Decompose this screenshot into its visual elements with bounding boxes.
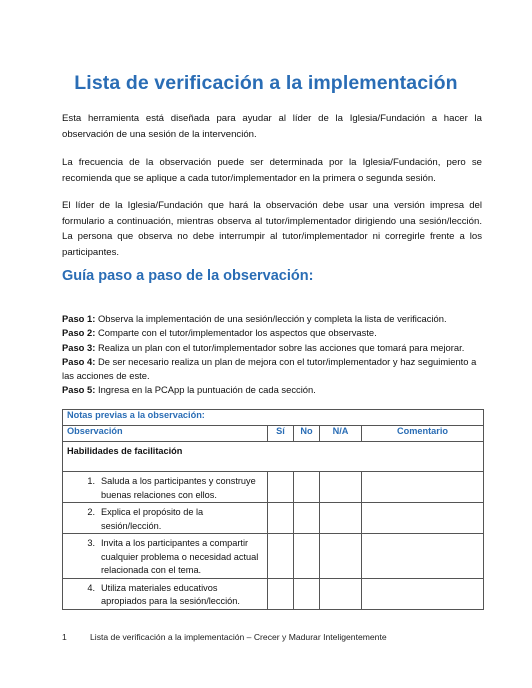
comment-cell[interactable]	[362, 578, 484, 609]
group-label: Habilidades de facilitación	[63, 442, 484, 472]
no-checkbox-cell[interactable]	[294, 534, 320, 579]
step-label: Paso 5:	[62, 384, 96, 396]
table-row	[63, 472, 484, 503]
step-text: De ser necesario realiza un plan de mejora con el tutor/implementador y haz seguimiento a las acciones de este.	[62, 355, 477, 382]
column-header-na: N/A	[320, 426, 362, 442]
step-item	[62, 326, 486, 340]
comment-cell[interactable]	[362, 472, 484, 503]
item-number: 2.	[87, 507, 95, 517]
document-title: Lista de verificación a la implementación	[74, 72, 458, 94]
intro-paragraph-1: Esta herramienta está diseñada para ayudar al líder de la Iglesia/Fundación a hacer la observación de una sesión de la intervención.	[62, 113, 482, 140]
notes-label: Notas previas a la observación:	[63, 410, 484, 426]
na-checkbox-cell[interactable]	[320, 578, 362, 609]
step-item	[62, 355, 486, 384]
item-text: Invita a los participantes a compartir cualquier problema o necesidad actual relacionada con el tema.	[101, 538, 259, 575]
item-text: Utiliza materiales educativos apropiados para la sesión/lección.	[101, 582, 240, 606]
si-checkbox-cell[interactable]	[268, 472, 294, 503]
step-label: Paso 3:	[62, 341, 96, 353]
item-number: 4.	[87, 582, 95, 593]
page-footer	[62, 632, 387, 642]
notes-row	[63, 410, 484, 426]
step-text: Ingresa en la PCApp la puntuación de cada sección.	[95, 384, 316, 396]
column-header-comentario: Comentario	[362, 426, 484, 442]
comment-cell[interactable]	[362, 534, 484, 579]
no-checkbox-cell[interactable]	[294, 578, 320, 609]
column-header-si: Sí	[268, 426, 294, 442]
column-header-no: No	[294, 426, 320, 442]
step-label: Paso 2:	[62, 327, 96, 339]
step-text: Observa la implementación de una sesión/lección y completa la lista de verificación.	[95, 313, 447, 324]
step-text: Comparte con el tutor/implementador los aspectos que observaste.	[95, 327, 377, 339]
column-header-observacion: Observación	[63, 426, 268, 442]
step-label: Paso 4:	[62, 355, 96, 367]
page-number: 1	[62, 632, 67, 642]
item-number: 1.	[87, 476, 95, 486]
observation-table	[62, 409, 484, 610]
table-row	[63, 534, 484, 579]
group-row	[63, 442, 484, 472]
no-checkbox-cell[interactable]	[294, 503, 320, 534]
na-checkbox-cell[interactable]	[320, 472, 362, 503]
item-text: Saluda a los participantes y construye buenas relaciones con ellos.	[101, 476, 256, 500]
step-item	[62, 341, 486, 355]
step-item	[62, 312, 486, 326]
intro-paragraph-3: El líder de la Iglesia/Fundación que hará la observación debe usar una versión impresa del formulario a continuación, mientras observa al tutor/implementador dirigiendo una sesión/lección. La persona que observa no debe interrumpir al tutor/implementador ni corregirle frente a los participantes.	[62, 200, 482, 258]
si-checkbox-cell[interactable]	[268, 503, 294, 534]
table-row	[63, 503, 484, 534]
item-text: Explica el propósito de la sesión/lección.	[101, 507, 204, 531]
intro-paragraph-2: La frecuencia de la observación puede ser determinada por la Iglesia/Fundación, pero se recomienda que se aplique a cada tutor/implementador en la primera o segunda sesión.	[62, 157, 482, 184]
table-header-row	[63, 426, 484, 442]
steps-list	[62, 312, 486, 398]
si-checkbox-cell[interactable]	[268, 534, 294, 579]
footer-text: Lista de verificación a la implementación – Crecer y Madurar Inteligentemente	[90, 632, 387, 642]
section-heading: Guía paso a paso de la observación:	[62, 268, 314, 284]
step-item	[62, 383, 486, 397]
comment-cell[interactable]	[362, 503, 484, 534]
si-checkbox-cell[interactable]	[268, 578, 294, 609]
no-checkbox-cell[interactable]	[294, 472, 320, 503]
na-checkbox-cell[interactable]	[320, 534, 362, 579]
na-checkbox-cell[interactable]	[320, 503, 362, 534]
step-text: Realiza un plan con el tutor/implementador sobre las acciones que tomará para mejorar.	[95, 341, 465, 353]
item-number: 3.	[87, 538, 95, 548]
table-row	[63, 578, 484, 609]
step-label: Paso 1:	[62, 313, 96, 324]
